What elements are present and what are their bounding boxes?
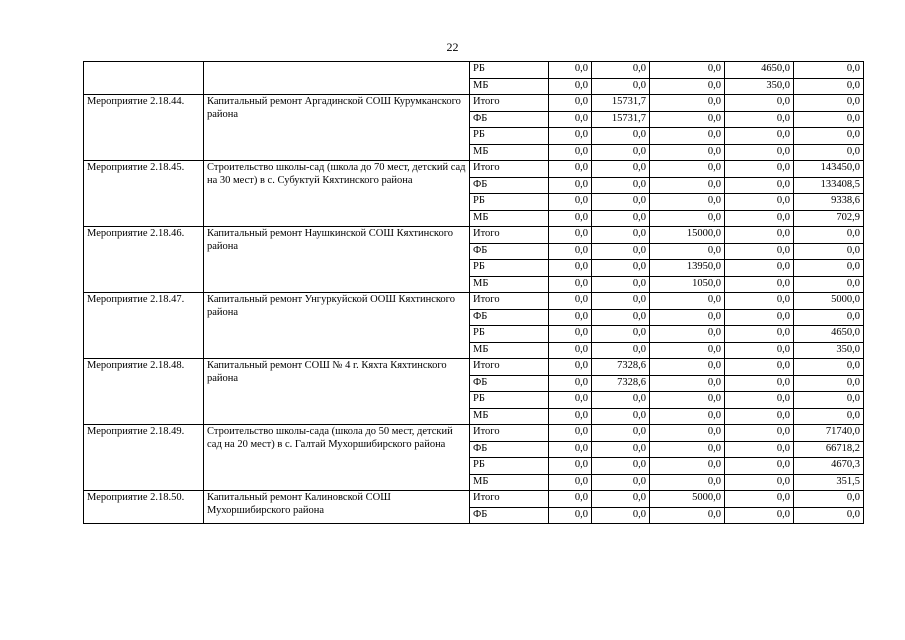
amount-cell: 0,0 bbox=[549, 425, 592, 442]
amount-cell: 0,0 bbox=[650, 392, 725, 409]
amount-cell: 0,0 bbox=[549, 375, 592, 392]
funding-source-cell: ФБ bbox=[470, 507, 549, 524]
funding-source-cell: МБ bbox=[470, 276, 549, 293]
amount-cell: 0,0 bbox=[549, 210, 592, 227]
amount-cell: 0,0 bbox=[650, 293, 725, 310]
event-description-cell: Капитальный ремонт Калиновской СОШ Мухоршибирского района bbox=[204, 491, 470, 524]
event-label-cell: Мероприятие 2.18.47. bbox=[84, 293, 204, 359]
amount-cell: 0,0 bbox=[725, 441, 794, 458]
amount-cell: 0,0 bbox=[794, 128, 864, 145]
amount-cell: 4650,0 bbox=[794, 326, 864, 343]
amount-cell: 71740,0 bbox=[794, 425, 864, 442]
amount-cell: 0,0 bbox=[650, 161, 725, 178]
amount-cell: 0,0 bbox=[725, 128, 794, 145]
amount-cell: 0,0 bbox=[794, 144, 864, 161]
amount-cell: 0,0 bbox=[592, 128, 650, 145]
amount-cell: 0,0 bbox=[592, 177, 650, 194]
event-description-cell: Капитальный ремонт Наушкинской СОШ Кяхтинского района bbox=[204, 227, 470, 293]
amount-cell: 0,0 bbox=[725, 359, 794, 376]
amount-cell: 7328,6 bbox=[592, 359, 650, 376]
amount-cell: 0,0 bbox=[549, 458, 592, 475]
amount-cell: 0,0 bbox=[549, 194, 592, 211]
funding-source-cell: РБ bbox=[470, 326, 549, 343]
amount-cell: 0,0 bbox=[549, 491, 592, 508]
amount-cell: 66718,2 bbox=[794, 441, 864, 458]
amount-cell: 0,0 bbox=[592, 243, 650, 260]
amount-cell: 0,0 bbox=[794, 359, 864, 376]
amount-cell: 0,0 bbox=[592, 293, 650, 310]
event-description-cell: Капитальный ремонт Аргадинской СОШ Курумканского района bbox=[204, 95, 470, 161]
amount-cell: 15000,0 bbox=[650, 227, 725, 244]
amount-cell: 0,0 bbox=[592, 507, 650, 524]
amount-cell: 0,0 bbox=[725, 293, 794, 310]
funding-source-cell: Итого bbox=[470, 359, 549, 376]
amount-cell: 0,0 bbox=[592, 441, 650, 458]
amount-cell: 0,0 bbox=[650, 210, 725, 227]
amount-cell: 0,0 bbox=[725, 326, 794, 343]
page-number: 22 bbox=[446, 40, 459, 54]
amount-cell: 0,0 bbox=[794, 111, 864, 128]
event-description-cell: Капитальный ремонт Унгуркуйской ООШ Кяхтинского района bbox=[204, 293, 470, 359]
amount-cell: 0,0 bbox=[725, 243, 794, 260]
amount-cell: 0,0 bbox=[794, 309, 864, 326]
funding-source-cell: ФБ bbox=[470, 243, 549, 260]
amount-cell: 0,0 bbox=[650, 326, 725, 343]
amount-cell: 0,0 bbox=[592, 161, 650, 178]
table-row bbox=[84, 425, 864, 442]
amount-cell: 0,0 bbox=[725, 260, 794, 277]
amount-cell: 0,0 bbox=[725, 507, 794, 524]
funding-source-cell: ФБ bbox=[470, 375, 549, 392]
amount-cell: 0,0 bbox=[650, 359, 725, 376]
amount-cell: 0,0 bbox=[794, 227, 864, 244]
amount-cell: 350,0 bbox=[725, 78, 794, 95]
amount-cell: 0,0 bbox=[794, 62, 864, 79]
funding-source-cell: ФБ bbox=[470, 177, 549, 194]
funding-source-cell: МБ bbox=[470, 210, 549, 227]
amount-cell: 350,0 bbox=[794, 342, 864, 359]
amount-cell: 0,0 bbox=[549, 177, 592, 194]
funding-table bbox=[83, 61, 864, 524]
funding-source-cell: МБ bbox=[470, 78, 549, 95]
amount-cell: 0,0 bbox=[549, 392, 592, 409]
event-label-cell: Мероприятие 2.18.46. bbox=[84, 227, 204, 293]
amount-cell: 0,0 bbox=[650, 309, 725, 326]
funding-source-cell: РБ bbox=[470, 62, 549, 79]
event-description-cell bbox=[204, 62, 470, 95]
funding-source-cell: РБ bbox=[470, 392, 549, 409]
amount-cell: 351,5 bbox=[794, 474, 864, 491]
amount-cell: 1050,0 bbox=[650, 276, 725, 293]
amount-cell: 0,0 bbox=[592, 491, 650, 508]
amount-cell: 0,0 bbox=[725, 276, 794, 293]
amount-cell: 0,0 bbox=[650, 458, 725, 475]
amount-cell: 0,0 bbox=[725, 210, 794, 227]
amount-cell: 0,0 bbox=[650, 194, 725, 211]
amount-cell: 0,0 bbox=[794, 375, 864, 392]
amount-cell: 0,0 bbox=[592, 425, 650, 442]
amount-cell: 0,0 bbox=[650, 111, 725, 128]
amount-cell: 0,0 bbox=[549, 474, 592, 491]
amount-cell: 0,0 bbox=[650, 177, 725, 194]
amount-cell: 0,0 bbox=[549, 441, 592, 458]
funding-source-cell: РБ bbox=[470, 458, 549, 475]
amount-cell: 0,0 bbox=[794, 491, 864, 508]
amount-cell: 4650,0 bbox=[725, 62, 794, 79]
amount-cell: 0,0 bbox=[592, 260, 650, 277]
amount-cell: 0,0 bbox=[549, 243, 592, 260]
amount-cell: 0,0 bbox=[650, 408, 725, 425]
funding-source-cell: МБ bbox=[470, 342, 549, 359]
funding-source-cell: ФБ bbox=[470, 309, 549, 326]
amount-cell: 15731,7 bbox=[592, 111, 650, 128]
amount-cell: 0,0 bbox=[650, 78, 725, 95]
table-row bbox=[84, 161, 864, 178]
amount-cell: 0,0 bbox=[794, 78, 864, 95]
amount-cell: 0,0 bbox=[725, 425, 794, 442]
amount-cell: 0,0 bbox=[592, 326, 650, 343]
amount-cell: 0,0 bbox=[549, 309, 592, 326]
amount-cell: 0,0 bbox=[592, 458, 650, 475]
funding-source-cell: Итого bbox=[470, 227, 549, 244]
event-label-cell: Мероприятие 2.18.45. bbox=[84, 161, 204, 227]
amount-cell: 0,0 bbox=[592, 408, 650, 425]
amount-cell: 0,0 bbox=[592, 342, 650, 359]
amount-cell: 0,0 bbox=[650, 128, 725, 145]
amount-cell: 15731,7 bbox=[592, 95, 650, 112]
amount-cell: 0,0 bbox=[592, 78, 650, 95]
amount-cell: 7328,6 bbox=[592, 375, 650, 392]
amount-cell: 0,0 bbox=[592, 474, 650, 491]
amount-cell: 0,0 bbox=[650, 243, 725, 260]
amount-cell: 0,0 bbox=[794, 260, 864, 277]
amount-cell: 0,0 bbox=[592, 144, 650, 161]
amount-cell: 0,0 bbox=[549, 276, 592, 293]
amount-cell: 0,0 bbox=[794, 408, 864, 425]
amount-cell: 0,0 bbox=[725, 458, 794, 475]
amount-cell: 0,0 bbox=[592, 309, 650, 326]
amount-cell: 0,0 bbox=[725, 194, 794, 211]
amount-cell: 0,0 bbox=[725, 161, 794, 178]
table-row bbox=[84, 293, 864, 310]
amount-cell: 0,0 bbox=[549, 408, 592, 425]
amount-cell: 5000,0 bbox=[650, 491, 725, 508]
table-row bbox=[84, 227, 864, 244]
amount-cell: 0,0 bbox=[549, 78, 592, 95]
amount-cell: 0,0 bbox=[725, 177, 794, 194]
amount-cell: 0,0 bbox=[650, 474, 725, 491]
funding-source-cell: РБ bbox=[470, 128, 549, 145]
amount-cell: 9338,6 bbox=[794, 194, 864, 211]
amount-cell: 0,0 bbox=[725, 111, 794, 128]
amount-cell: 0,0 bbox=[650, 144, 725, 161]
funding-source-cell: ФБ bbox=[470, 441, 549, 458]
amount-cell: 0,0 bbox=[549, 359, 592, 376]
amount-cell: 0,0 bbox=[725, 474, 794, 491]
table-row bbox=[84, 62, 864, 79]
funding-source-cell: Итого bbox=[470, 425, 549, 442]
amount-cell: 0,0 bbox=[794, 276, 864, 293]
table-row bbox=[84, 359, 864, 376]
event-description-cell: Строительство школы-сада (школа до 50 мест, детский сад на 20 мест) в с. Галтай Мухоршибирского района bbox=[204, 425, 470, 491]
amount-cell: 0,0 bbox=[650, 95, 725, 112]
amount-cell: 0,0 bbox=[549, 62, 592, 79]
amount-cell: 0,0 bbox=[592, 210, 650, 227]
funding-source-cell: МБ bbox=[470, 144, 549, 161]
funding-source-cell: Итого bbox=[470, 293, 549, 310]
funding-source-cell: РБ bbox=[470, 260, 549, 277]
event-label-cell: Мероприятие 2.18.44. bbox=[84, 95, 204, 161]
amount-cell: 0,0 bbox=[549, 293, 592, 310]
amount-cell: 4670,3 bbox=[794, 458, 864, 475]
amount-cell: 0,0 bbox=[725, 408, 794, 425]
amount-cell: 0,0 bbox=[794, 392, 864, 409]
amount-cell: 0,0 bbox=[549, 342, 592, 359]
amount-cell: 0,0 bbox=[549, 507, 592, 524]
amount-cell: 0,0 bbox=[725, 491, 794, 508]
funding-source-cell: МБ bbox=[470, 408, 549, 425]
amount-cell: 0,0 bbox=[592, 392, 650, 409]
amount-cell: 0,0 bbox=[549, 144, 592, 161]
amount-cell: 0,0 bbox=[592, 62, 650, 79]
amount-cell: 0,0 bbox=[794, 507, 864, 524]
amount-cell: 0,0 bbox=[549, 161, 592, 178]
event-label-cell: Мероприятие 2.18.48. bbox=[84, 359, 204, 425]
amount-cell: 0,0 bbox=[725, 392, 794, 409]
amount-cell: 0,0 bbox=[725, 227, 794, 244]
event-description-cell: Строительство школы-сад (школа до 70 мест, детский сад на 30 мест) в с. Субуктуй Кяхтинского района bbox=[204, 161, 470, 227]
amount-cell: 143450,0 bbox=[794, 161, 864, 178]
amount-cell: 0,0 bbox=[650, 375, 725, 392]
amount-cell: 0,0 bbox=[650, 62, 725, 79]
amount-cell: 0,0 bbox=[725, 95, 794, 112]
amount-cell: 0,0 bbox=[650, 425, 725, 442]
amount-cell: 0,0 bbox=[725, 144, 794, 161]
table-row bbox=[84, 95, 864, 112]
funding-source-cell: МБ bbox=[470, 474, 549, 491]
amount-cell: 5000,0 bbox=[794, 293, 864, 310]
amount-cell: 0,0 bbox=[592, 194, 650, 211]
amount-cell: 0,0 bbox=[725, 309, 794, 326]
event-description-cell: Капитальный ремонт СОШ № 4 г. Кяхта Кяхтинского района bbox=[204, 359, 470, 425]
funding-source-cell: РБ bbox=[470, 194, 549, 211]
funding-source-cell: Итого bbox=[470, 491, 549, 508]
amount-cell: 0,0 bbox=[725, 375, 794, 392]
amount-cell: 0,0 bbox=[549, 111, 592, 128]
amount-cell: 13950,0 bbox=[650, 260, 725, 277]
amount-cell: 0,0 bbox=[592, 276, 650, 293]
table-row bbox=[84, 491, 864, 508]
amount-cell: 702,9 bbox=[794, 210, 864, 227]
amount-cell: 0,0 bbox=[592, 227, 650, 244]
amount-cell: 0,0 bbox=[650, 441, 725, 458]
funding-source-cell: ФБ bbox=[470, 111, 549, 128]
amount-cell: 133408,5 bbox=[794, 177, 864, 194]
event-label-cell bbox=[84, 62, 204, 95]
amount-cell: 0,0 bbox=[650, 507, 725, 524]
amount-cell: 0,0 bbox=[549, 260, 592, 277]
amount-cell: 0,0 bbox=[549, 227, 592, 244]
amount-cell: 0,0 bbox=[794, 243, 864, 260]
amount-cell: 0,0 bbox=[650, 342, 725, 359]
amount-cell: 0,0 bbox=[549, 326, 592, 343]
funding-source-cell: Итого bbox=[470, 95, 549, 112]
funding-source-cell: Итого bbox=[470, 161, 549, 178]
amount-cell: 0,0 bbox=[725, 342, 794, 359]
event-label-cell: Мероприятие 2.18.49. bbox=[84, 425, 204, 491]
amount-cell: 0,0 bbox=[794, 95, 864, 112]
amount-cell: 0,0 bbox=[549, 128, 592, 145]
amount-cell: 0,0 bbox=[549, 95, 592, 112]
event-label-cell: Мероприятие 2.18.50. bbox=[84, 491, 204, 524]
